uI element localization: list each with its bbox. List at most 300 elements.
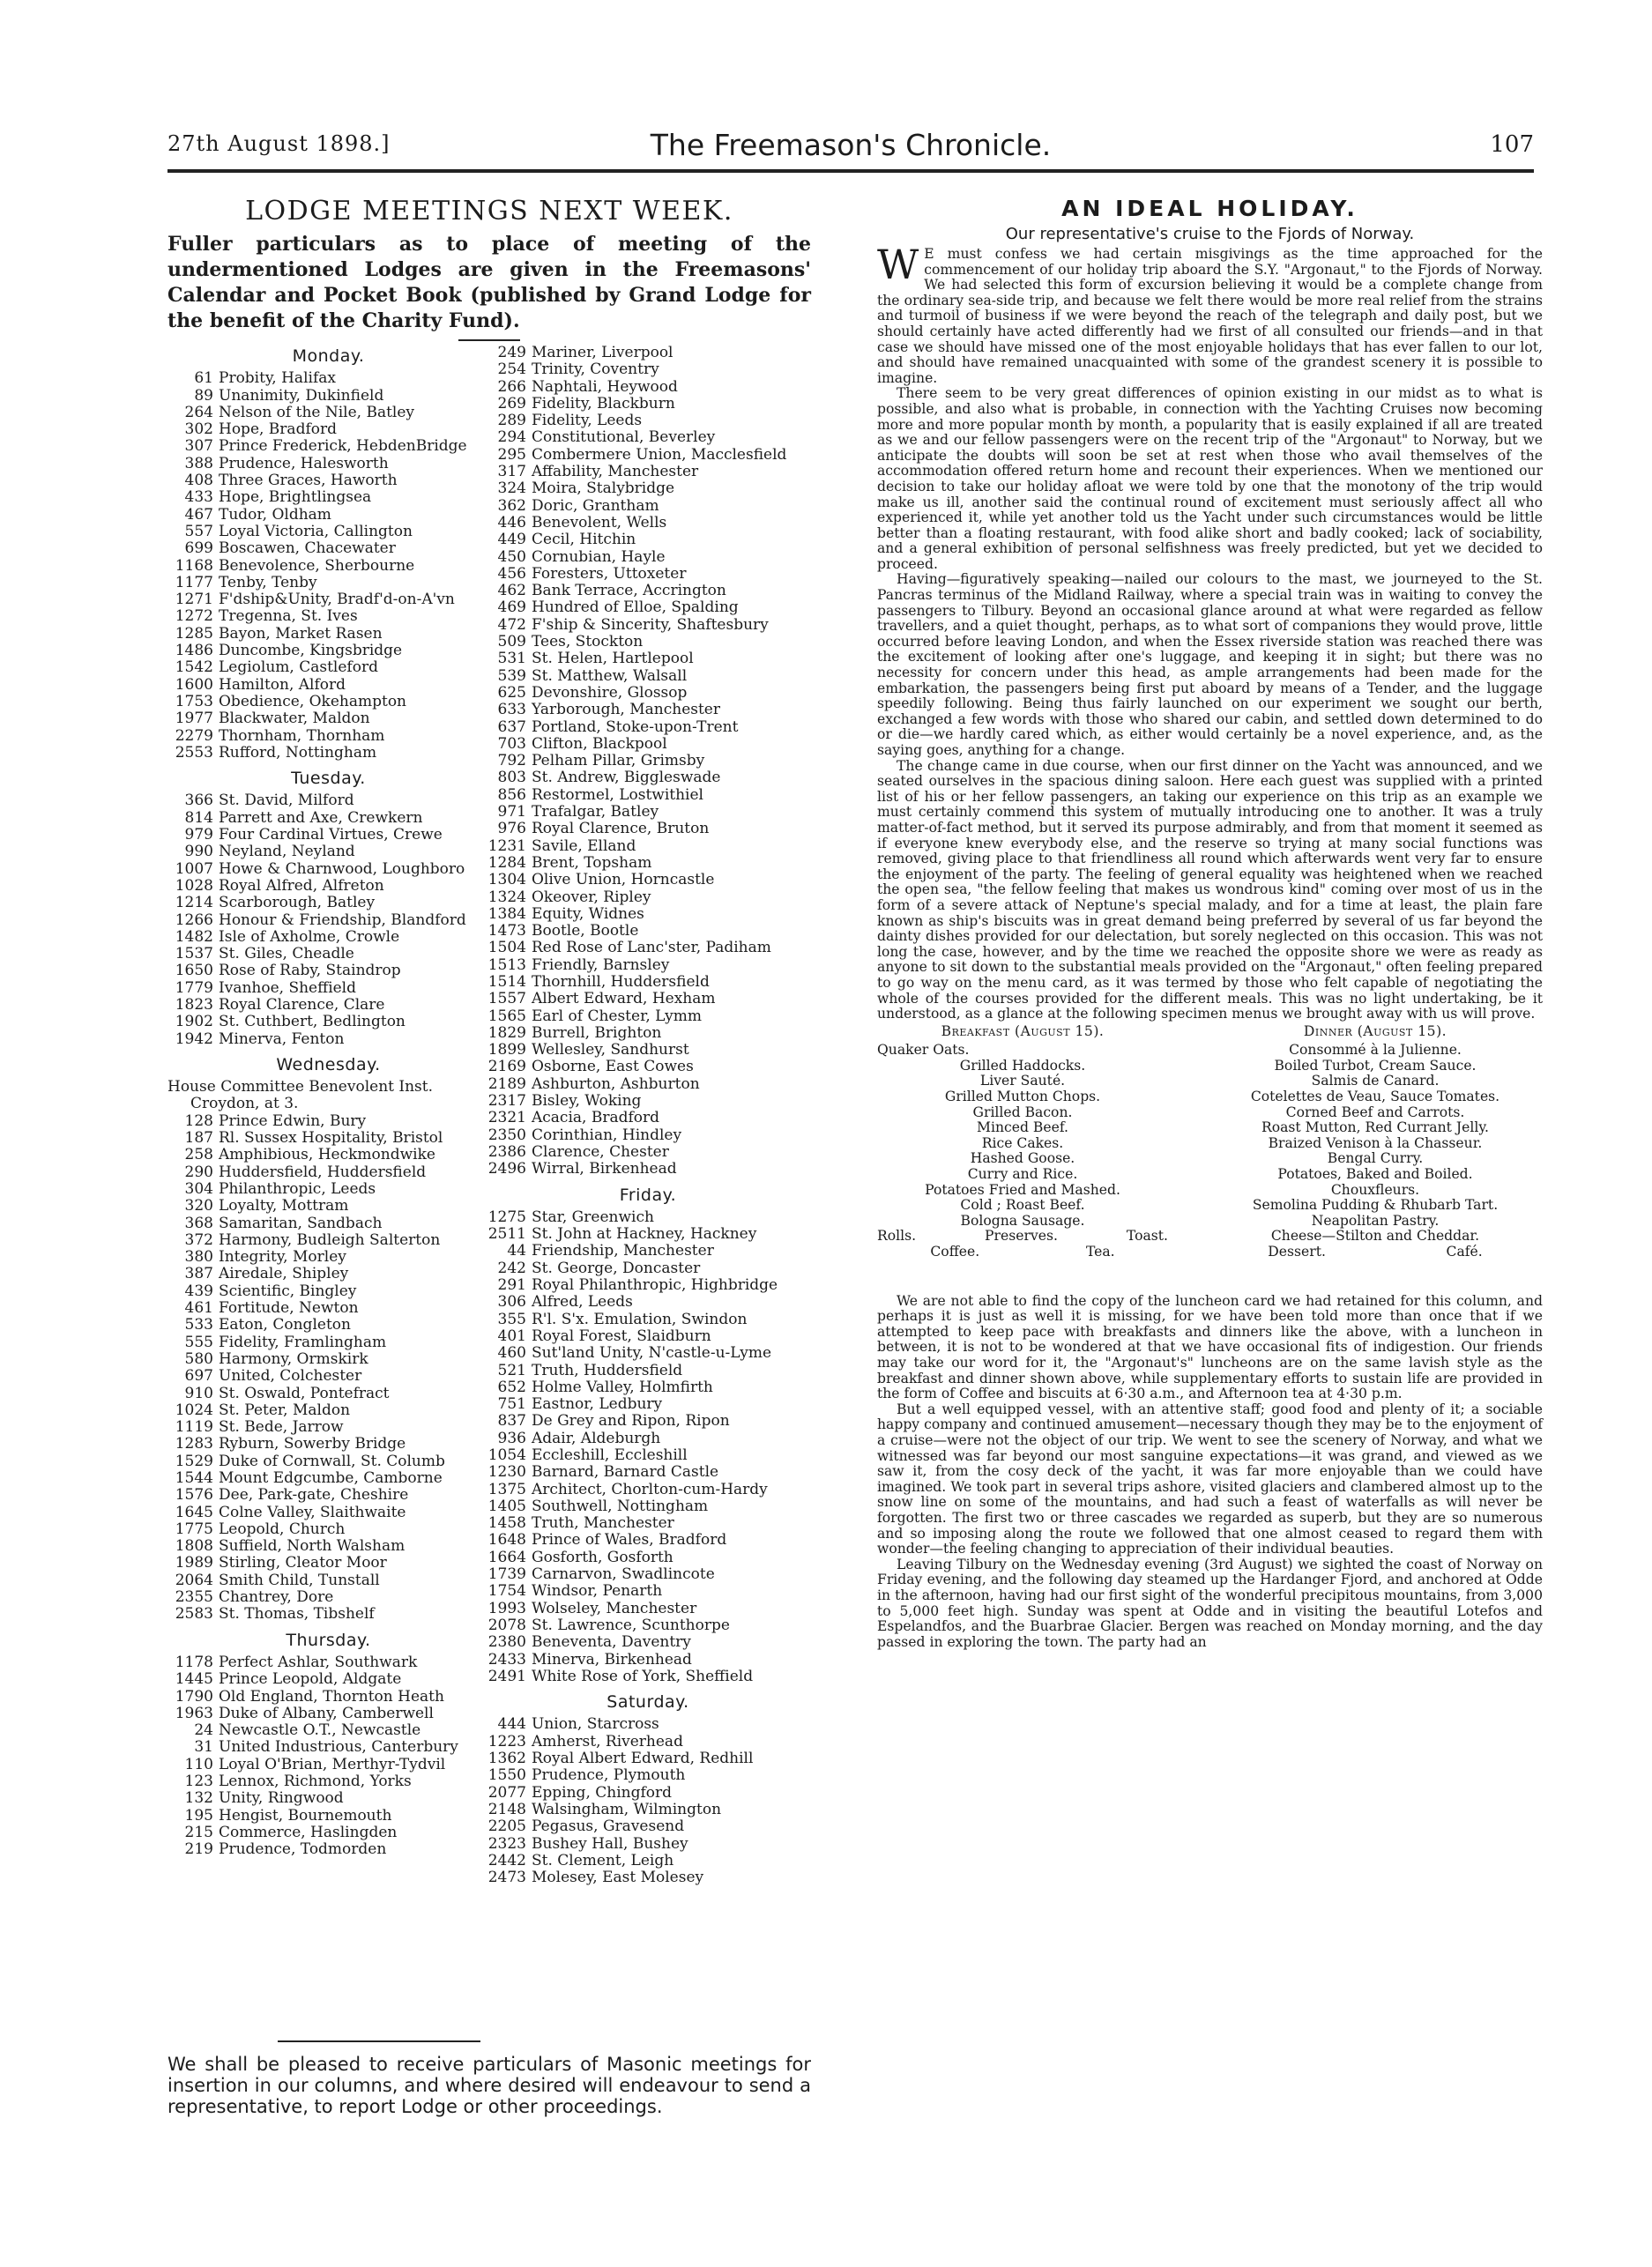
lodge-number: 856 [497, 785, 526, 804]
lodge-number: 2442 [487, 1851, 526, 1869]
lodge-name: Architect, Chorlton-cum-Hardy [532, 1480, 768, 1498]
lodge-number: 1285 [175, 624, 213, 643]
lodge-number: 387 [184, 1265, 213, 1283]
lodge-entry [167, 1436, 489, 1453]
lodge-number: 580 [184, 1349, 213, 1368]
lodge-name: Corinthian, Hindley [532, 1126, 682, 1144]
lodge-number: 132 [184, 1789, 213, 1808]
lodge-entry [167, 1487, 489, 1504]
lodge-entry [167, 1505, 489, 1521]
lodge-number: 1168 [175, 556, 213, 575]
lodge-number: 264 [184, 403, 213, 421]
lodge-name: Dee, Park-gate, Cheshire [219, 1486, 409, 1505]
lodge-name: Bootle, Bootle [532, 922, 639, 940]
lodge-name: Savile, Elland [532, 836, 636, 855]
lodge-number: 1753 [175, 692, 213, 710]
lodge-name: Honour & Friendship, Blandford [219, 911, 466, 929]
lodge-name: Scientific, Bingley [219, 1282, 357, 1300]
lodge-name: Wolseley, Manchester [532, 1599, 697, 1617]
lodge-number: 1550 [487, 1766, 526, 1785]
lodge-name: Prince of Wales, Bradford [532, 1531, 727, 1550]
lodge-entry [480, 1869, 815, 1886]
lodge-entry [480, 361, 815, 378]
lodge-number: 1482 [175, 927, 213, 946]
lodge-entry [480, 1482, 815, 1498]
lodge-entry [167, 1453, 489, 1470]
lodge-number: 408 [184, 472, 213, 490]
lodge-number: 1739 [487, 1565, 526, 1584]
lodge-entry [167, 1334, 489, 1351]
lodge-name: Wellesley, Sandhurst [532, 1041, 689, 1059]
lodge-entry [167, 997, 489, 1014]
lodge-entry [480, 1716, 815, 1733]
lodge-entry [480, 413, 815, 429]
menu-item: Grilled Bacon. [972, 1104, 1073, 1120]
lodge-number: 1823 [175, 995, 213, 1014]
lodge-entry [167, 929, 489, 946]
lodge-number: 652 [497, 1378, 526, 1396]
lodge-entry [480, 1025, 815, 1042]
lodge-name: Loyalty, Mottram [219, 1197, 349, 1215]
lodge-name: Three Graces, Haworth [219, 472, 398, 490]
lodge-name: Eccleshill, Eccleshill [532, 1446, 688, 1464]
lodge-entry [480, 668, 815, 685]
lodge-entry [480, 821, 815, 837]
lodge-entry [167, 1521, 489, 1538]
breakfast-menu-heading: Breakfast (August 15). [941, 1022, 1105, 1039]
lodge-number: 2496 [487, 1160, 526, 1178]
lodge-entry [167, 438, 489, 455]
lodge-entry [480, 1550, 815, 1566]
lodge-name: Bank Terrace, Accrington [532, 582, 726, 600]
lodge-entry [480, 1802, 815, 1818]
lodge-number: 1942 [175, 1029, 213, 1048]
menu-item: Minced Beef. [977, 1119, 1068, 1136]
lodge-number: 1513 [487, 955, 526, 974]
lodge-entry [480, 566, 815, 583]
lodge-number: 555 [184, 1333, 213, 1351]
lodge-entry [480, 1396, 815, 1413]
lodge-name: Amphibious, Heckmondwike [219, 1146, 435, 1164]
lodge-number: 215 [184, 1823, 213, 1841]
menu-item: Bengal Curry. [1327, 1150, 1424, 1167]
lodge-entry [167, 659, 489, 676]
lodge-number: 61 [194, 369, 213, 388]
lodge-name: Royal Clarence, Clare [219, 995, 385, 1014]
lodge-name: Olive Union, Horncastle [532, 871, 715, 889]
lodge-number: 2189 [487, 1074, 526, 1093]
lodge-entry [480, 1312, 815, 1328]
lodge-number: 936 [497, 1429, 526, 1447]
lodge-entry [480, 804, 815, 821]
lodge-number: 2386 [487, 1142, 526, 1161]
lodge-number: 1445 [175, 1670, 213, 1689]
lodge-number: 1544 [175, 1469, 213, 1487]
lodge-name: Integrity, Morley [219, 1248, 346, 1267]
menu-item: Boiled Turbot, Cream Sauce. [1274, 1057, 1477, 1074]
lodge-name: Mariner, Liverpool [532, 344, 673, 361]
lodge-number: 1324 [487, 888, 526, 906]
lodge-number: 1576 [175, 1486, 213, 1505]
lodge-name: Bayon, Market Rasen [219, 624, 383, 643]
lodge-entry [167, 1031, 489, 1048]
lodge-entry [167, 1739, 489, 1756]
lodge-entry [167, 912, 489, 929]
menu-item: Chouxfleurs. [1330, 1181, 1420, 1198]
lodge-name: Isle of Axholme, Crowle [219, 927, 400, 946]
lodge-entry [480, 1379, 815, 1396]
lodge-name: Clifton, Blackpool [532, 734, 667, 753]
lodge-name: Probity, Halifax [219, 369, 336, 388]
lodge-entry [167, 728, 489, 745]
lodge-number: 294 [497, 428, 526, 447]
lodge-name: Bushey Hall, Bushey [532, 1834, 688, 1853]
publication-title: The Freemason's Chronicle. [650, 128, 1052, 162]
lodge-entry [480, 617, 815, 634]
lodge-name: Obedience, Okehampton [219, 692, 406, 710]
masthead-rule [167, 169, 1534, 173]
lodge-name: Red Rose of Lanc'ster, Padiham [532, 939, 771, 957]
lodge-entry [480, 429, 815, 446]
lodge-name: Ivanhoe, Sheffield [219, 978, 357, 997]
lodge-entry [480, 1669, 815, 1685]
lodge-number: 462 [497, 582, 526, 600]
lodge-name: Royal Philanthropic, Highbridge [532, 1276, 778, 1295]
lodge-entry [167, 558, 489, 575]
lodge-number: 266 [497, 377, 526, 396]
lodge-number: 837 [497, 1412, 526, 1431]
day-heading: Thursday. [286, 1630, 371, 1650]
lodge-entry [480, 498, 815, 515]
lodge-number: 2205 [487, 1817, 526, 1836]
lodge-number: 557 [184, 522, 213, 540]
lodge-entry [167, 1841, 489, 1858]
lodge-number: 469 [497, 598, 526, 617]
lodge-name: St. Andrew, Biggleswade [532, 769, 721, 787]
lodge-number: 1178 [175, 1653, 213, 1671]
lodge-number: 1529 [175, 1452, 213, 1470]
lodge-name: Benevolent, Wells [532, 513, 667, 531]
lodge-name: Prudence, Todmorden [219, 1840, 387, 1859]
lodge-entry [480, 1363, 815, 1379]
lodge-entry [480, 345, 815, 361]
lodge-name: St. Oswald, Pontefract [219, 1384, 390, 1402]
lodge-name: St. Peter, Maldon [219, 1401, 351, 1419]
day-heading: Wednesday. [276, 1054, 381, 1074]
issue-date: 27th August 1898.] [167, 131, 391, 156]
lodge-entry [480, 1583, 815, 1600]
lodge-entry [167, 844, 489, 860]
lodge-name: Duke of Albany, Camberwell [219, 1704, 434, 1722]
article-paragraph: But a well equipped vessel, with an attentive staff; good food and plenty of it; a sociable happy company and continued amusement—necessary though they may be to the enjoyment of a cruise—were not the object of our trip. We went to see the scenery of Norway, and what we witnessed was far beyond our most sanguine expectations—it was grand, and viewed as we saw it, from the cosy deck of the yacht, it was far more enjoyable than we could have imagined. We took part in several trips ashore, visited glaciers and clambered almost up to the snow line on some of the mountains, and had such a feast of waterfalls as will never be forgotten. The first two or three cascades we regarded as superb, but they are so numerous and so imposing along the route we followed that one almost ceased to regard them with wonder—the feeling changing to appreciation of their individual beauties. [877, 1401, 1543, 1557]
lodge-name: Smith Child, Tunstall [219, 1571, 380, 1589]
lodge-number: 219 [184, 1840, 213, 1859]
lodge-entry [167, 1215, 489, 1232]
lodge-entry [480, 1243, 815, 1260]
lodge-entry [167, 1113, 489, 1130]
lodge-name: Equity, Widnes [532, 904, 644, 923]
lodge-number: 509 [497, 633, 526, 651]
lodge-entry [480, 1734, 815, 1750]
lodge-entry [167, 1689, 489, 1706]
lodge-name: Combermere Union, Macclesfield [532, 445, 787, 464]
lodge-number: 625 [497, 683, 526, 702]
lodge-name: Amherst, Riverhead [532, 1732, 683, 1750]
lodge-entry [167, 524, 489, 540]
lodge-name: Tregenna, St. Ives [219, 607, 358, 626]
lodge-name: Clarence, Chester [532, 1142, 669, 1161]
lodge-name: Prince Edwin, Bury [219, 1111, 367, 1130]
lodge-entry [167, 489, 489, 506]
lodge-name: Cecil, Hitchin [532, 531, 636, 549]
lodge-name: Gosforth, Gosforth [532, 1548, 673, 1566]
lodge-number: 976 [497, 820, 526, 838]
lodge-meetings-section [167, 196, 811, 1887]
menu-item: Dessert. Café. [1268, 1244, 1483, 1260]
lodge-name: Cornubian, Hayle [532, 547, 666, 566]
lodge-name: St. David, Milford [219, 792, 354, 810]
lodge-name: Brent, Topsham [532, 853, 652, 872]
lodge-entry [167, 1249, 489, 1266]
lodge-name: Fidelity, Leeds [532, 412, 643, 430]
lodge-name: Windsor, Penarth [532, 1582, 663, 1601]
lodge-number: 1993 [487, 1599, 526, 1617]
menu-item: Curry and Rice. [967, 1166, 1078, 1183]
lodge-number: 1899 [487, 1041, 526, 1059]
lodge-number: 1214 [175, 894, 213, 912]
menu-item: Salmis de Canard. [1311, 1073, 1440, 1089]
lodge-number: 1223 [487, 1732, 526, 1750]
lodge-number: 1790 [175, 1687, 213, 1706]
lodge-number: 401 [497, 1327, 526, 1345]
lodge-entry [167, 421, 489, 438]
lodge-name: Prince Leopold, Aldgate [219, 1670, 402, 1689]
lodge-number: 2078 [487, 1616, 526, 1634]
lodge-closing-note: We shall be pleased to receive particulars of Masonic meetings for insertion in our columns, and where desired will endeavour to send a representative, to report Lodge or other proceedings. [167, 2054, 811, 2117]
dinner-menu-heading: Dinner (August 15). [1303, 1022, 1447, 1039]
lodge-number: 1537 [175, 945, 213, 963]
lodge-name: Epping, Chingford [532, 1783, 673, 1802]
lodge-entry [167, 540, 489, 557]
lodge-entry [167, 608, 489, 625]
lodge-entry [167, 710, 489, 727]
lodge-number: 521 [497, 1361, 526, 1379]
lodge-number: 1779 [175, 978, 213, 997]
lodge-number: 2433 [487, 1650, 526, 1669]
intro-rule [458, 339, 520, 341]
lodge-name: Hamilton, Alford [219, 675, 346, 694]
lodge-number: 1384 [487, 904, 526, 923]
lodge-name: Fidelity, Framlingham [219, 1333, 387, 1351]
lodge-entry [167, 745, 489, 762]
lodge-number: 633 [497, 701, 526, 719]
lodge-number: 1271 [175, 591, 213, 609]
lodge-number: 2279 [175, 726, 213, 745]
lodge-entry [480, 1634, 815, 1651]
lodge-name: Friendship, Manchester [532, 1242, 714, 1260]
lodge-entry [167, 405, 489, 421]
lodge-name: R'l. S'x. Emulation, Swindon [532, 1310, 748, 1328]
lodge-name: Osborne, East Cowes [532, 1058, 694, 1076]
lodge-number: 324 [497, 479, 526, 498]
lodge-name: Thornham, Thornham [219, 726, 385, 745]
lodge-name: Fidelity, Blackburn [532, 394, 675, 413]
lodge-name: Pelham Pillar, Grimsby [532, 752, 705, 770]
lodge-name: Molesey, East Molesey [532, 1869, 704, 1887]
lodge-number: 289 [497, 412, 526, 430]
lodge-name: Alfred, Leeds [532, 1293, 633, 1312]
menu-item: Roast Mutton, Red Currant Jelly. [1261, 1119, 1490, 1136]
lodge-entry [480, 1447, 815, 1464]
lodge-entry [167, 946, 489, 963]
lodge-number: 539 [497, 666, 526, 685]
menu-item: Quaker Oats. [877, 1042, 970, 1059]
article-body-continued [877, 1294, 1543, 1651]
lodge-number: 1231 [487, 836, 526, 855]
lodge-number: 304 [184, 1179, 213, 1198]
lodge-entry [167, 1555, 489, 1572]
lodge-number: 2380 [487, 1633, 526, 1652]
page-number: 107 [1490, 131, 1534, 158]
lodge-number: 123 [184, 1773, 213, 1791]
lodge-entry [480, 1818, 815, 1835]
lodge-name: Rose of Raby, Staindrop [219, 962, 401, 980]
lodge-name: Huddersfield, Huddersfield [219, 1163, 427, 1181]
lodge-name: St. George, Doncaster [532, 1259, 701, 1277]
lodge-name: Parrett and Axe, Crewkern [219, 808, 423, 827]
menu-item: Neapolitan Pastry. [1311, 1212, 1440, 1229]
lodge-number: 1664 [487, 1548, 526, 1566]
lodge-number: 1542 [175, 658, 213, 677]
lodge-name: Star, Greenwich [532, 1208, 654, 1226]
drop-cap: W [877, 241, 919, 288]
lodge-name: Royal Alfred, Alfreton [219, 876, 384, 895]
lodge-entry [167, 878, 489, 895]
lodge-entry [480, 1144, 815, 1161]
lodge-entry [167, 1825, 489, 1841]
day-heading: Saturday. [606, 1692, 689, 1713]
lodge-entry [480, 1413, 815, 1430]
lodge-entry [480, 1260, 815, 1277]
lodge-entry [167, 1014, 489, 1030]
lodge-number: 1266 [175, 911, 213, 929]
lodge-entry [167, 370, 489, 387]
lodge-number: 1600 [175, 675, 213, 694]
lodge-number: 433 [184, 488, 213, 507]
lodge-entry [480, 1750, 815, 1767]
menu-item: Bologna Sausage. [960, 1212, 1085, 1229]
lodge-number: 1977 [175, 710, 213, 728]
lodge-entry [480, 1345, 815, 1362]
lodge-name: Minerva, Fenton [219, 1029, 345, 1048]
lodge-number: 1119 [175, 1418, 213, 1437]
lodge-number: 302 [184, 420, 213, 439]
lodge-entry [167, 591, 489, 608]
lodge-name: St. Cuthbert, Bedlington [219, 1013, 406, 1031]
lodge-entry [480, 685, 815, 702]
lodge-entry [480, 1836, 815, 1853]
lodge-number: 531 [497, 650, 526, 668]
lodge-number: 2064 [175, 1571, 213, 1589]
lodge-number: 1284 [487, 853, 526, 872]
lodge-name: Tenby, Tenby [219, 573, 317, 591]
lodge-name: Ryburn, Sowerby Bridge [219, 1435, 406, 1453]
lodge-number: 2553 [175, 743, 213, 762]
lodge-number: 2583 [175, 1605, 213, 1624]
lodge-number: 368 [184, 1214, 213, 1232]
lodge-number: 803 [497, 769, 526, 787]
menu-item: Hashed Goose. [970, 1150, 1075, 1167]
lodge-entry [167, 1368, 489, 1385]
lodge-name: St. Helen, Hartlepool [532, 650, 694, 668]
lodge-entry [480, 991, 815, 1007]
article-paragraph: W E must confess we had certain misgivings as the time approached for the commencement of our holiday trip aboard the S.Y. "Argonaut," to the Fjords of Norway. We had selected this form of excursion believing it would be a complete change from the ordinary sea-side trip, and because we felt there would be more real relief from the strains and turmoil of business if we were beyond the reach of the telegraph and daily post, but we should certainly have acted differently had we first of all consulted our friends—and in that case we should have missed one of the most enjoyable holidays that has ever fallen to our lot, and should have remained unacquainted with some of the grandest scenery it is possible to imagine. [877, 241, 1543, 386]
lodge-entry [480, 1059, 815, 1075]
lodge-name: Hope, Bradford [219, 420, 337, 439]
article-paragraph: Having—figuratively speaking—nailed our colours to the mast, we journeyed to the St. Pancras terminus of the Midland Railway, where a special train was in waiting to convey the passengers to Tilbury. Beyond an occasional glance around at what were regarded as fellow travellers, and a quiet thought, perhaps, as to what sort of companions they would prove, little occurred before leaving London, and when the Essex riverside station was reached there was the excitement of looking after one's luggage, and keeping it in sight; but there was no necessity for concern under this head, as ample arrangements had been made for the embarkation, the passengers being first put aboard by means of a Tender, and the luggage speedily following. Being thus fairly launched on our experiment we sought our berth, exchanged a few words with those who shared our cabin, and settled down determined to do or die—we hardly cared which, as either would certainly be a novel experience, and, as the saying goes, anything for a change. [877, 571, 1543, 758]
lodge-name: Suffield, North Walsham [219, 1537, 406, 1556]
lodge-number: 1362 [487, 1750, 526, 1768]
lodge-number: 792 [497, 752, 526, 770]
lodge-name: Holme Valley, Holmfirth [532, 1378, 713, 1396]
lodge-number: 290 [184, 1163, 213, 1181]
day-heading: Friday. [619, 1185, 677, 1205]
lodge-name: Perfect Ashlar, Southwark [219, 1653, 418, 1671]
lodge-number: 1808 [175, 1537, 213, 1556]
lodge-entry [480, 480, 815, 497]
lodge-entry [480, 769, 815, 786]
lodge-entry [480, 719, 815, 736]
lodge-number: 461 [184, 1299, 213, 1318]
lodge-number: 1754 [487, 1582, 526, 1601]
article-paragraph: The change came in due course, when our first dinner on the Yacht was announced, and we seated ourselves in the spacious dining saloon. Here each guest was supplied with a printed list of his or her fellow passengers, an taking our experience on this trip as an example we must certainly commend this system of mutually introducing one to another. It was a truly matter-of-fact method, but it served its purpose admirably, and from that moment it seemed as if everyone knew everybody else, and the reserve so trying at many social functions was removed, giving place to that friendliness all round which afterwards went very far to ensure the enjoyment of the party. The feeling of general equality was heightened when we reached the open sea, "the fellow feeling that makes us wondrous kind" coming over most of us in the form of a severe attack of Neptune's special malady, and for a time at least, the plain fare known as ship's biscuits was in great demand being preferred by several of us far beyond the dainty dishes provided for our delectation, but sorely neglected on this occasion. This was not long the case, however, and by the time we reached the opposite shore we were as ready as anyone to sit down to the substantial meals provided on the "Argonaut," often feeling prepared to go way on the menu card, as it was termed by those who felt capable of negotiating the whole of the courses provided for the different meals. This was no light undertaking, be it understood, as a glance at the following specimen menus we brought away with us will prove. [877, 757, 1543, 1022]
lodge-number: 2473 [487, 1869, 526, 1887]
lodge-entry [480, 1431, 815, 1447]
lodge-name: Four Cardinal Virtues, Crewe [219, 826, 443, 844]
article-subtitle: Our representative's cruise to the Fjords of Norway. [1005, 225, 1415, 243]
lodge-number: 187 [184, 1129, 213, 1148]
lodge-number: 703 [497, 734, 526, 753]
lodge-entry [167, 1130, 489, 1147]
lodge-entry [480, 583, 815, 599]
lodge-entry [167, 1147, 489, 1163]
lodge-name: Eastnor, Ledbury [532, 1395, 663, 1414]
lodge-meetings-heading: LODGE MEETINGS NEXT WEEK. [245, 196, 733, 227]
lodge-name: St. Clement, Leigh [532, 1851, 674, 1869]
lodge-entry [167, 456, 489, 472]
lodge-name: Foresters, Uttoxeter [532, 564, 687, 583]
lodge-number: 306 [497, 1293, 526, 1312]
lodge-entry [480, 599, 815, 616]
lodge-entry [167, 472, 489, 489]
lodge-entry [167, 575, 489, 591]
lodge-number: 388 [184, 454, 213, 472]
lodge-number: 1963 [175, 1704, 213, 1722]
lodge-entry [167, 1419, 489, 1436]
lodge-entry [480, 1652, 815, 1669]
lodge-name: Newcastle O.T., Newcastle [219, 1721, 421, 1740]
lodge-entry [167, 677, 489, 694]
lodge-number: 1650 [175, 962, 213, 980]
lodge-name: Legiolum, Castleford [219, 658, 378, 677]
lodge-number: 89 [194, 386, 213, 405]
lodge-name: Hope, Brightlingsea [219, 488, 372, 507]
lodge-number: 2317 [487, 1092, 526, 1111]
lodge-number: 449 [497, 531, 526, 549]
lodge-name: Friendly, Barnsley [532, 955, 670, 974]
lodge-entry [167, 694, 489, 710]
lodge-name: Bisley, Woking [532, 1092, 642, 1111]
